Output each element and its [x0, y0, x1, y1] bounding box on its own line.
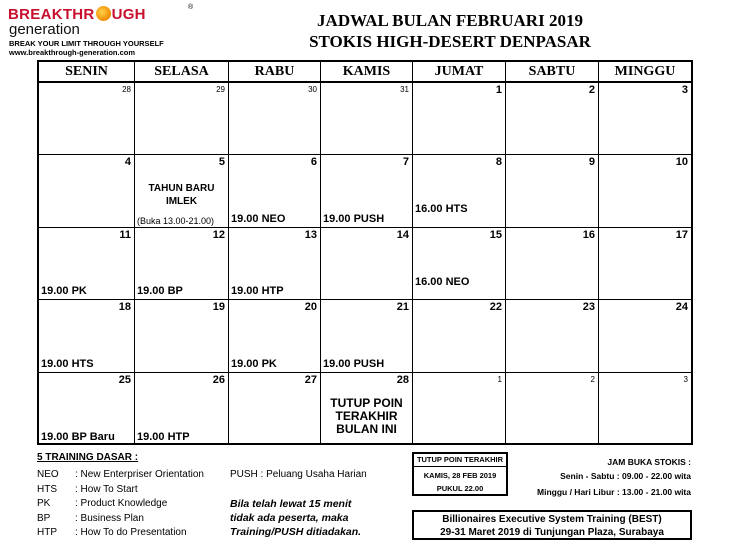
calendar-day-cell[interactable] — [321, 373, 413, 445]
closing-time: PUKUL 22.00 — [436, 484, 484, 493]
day-number: 3 — [681, 84, 688, 96]
day-number: 21 — [396, 301, 409, 314]
day-number: 24 — [675, 301, 688, 314]
day-header-1: SELASA — [135, 62, 229, 81]
day-number: 25 — [118, 373, 131, 386]
calendar-day-cell[interactable] — [135, 300, 229, 372]
calendar-day-cell[interactable] — [413, 373, 506, 445]
store-hours-title: JAM BUKA STOKIS : — [607, 457, 691, 467]
day-number: 8 — [495, 156, 502, 169]
day-number: 18 — [118, 301, 131, 314]
day-number: 2 — [590, 374, 595, 384]
website-link[interactable]: www.breakthrough-generation.com — [9, 48, 135, 57]
event-label: 19.00 HTP — [231, 285, 284, 298]
title-line-1: JADWAL BULAN FEBRUARI 2019 — [317, 11, 583, 30]
event-label: 19.00 PK — [41, 285, 87, 298]
day-number: 31 — [400, 85, 409, 94]
calendar-day-cell[interactable] — [135, 228, 229, 300]
calendar-day-cell[interactable] — [39, 228, 135, 300]
calendar-day-cell[interactable] — [39, 155, 135, 227]
day-number: 29 — [216, 85, 225, 94]
store-hours-weekday: Senin - Sabtu : 09.00 - 22.00 wita — [560, 471, 691, 481]
training-item — [37, 469, 204, 480]
day-number: 30 — [308, 85, 317, 94]
training-item — [37, 513, 144, 524]
calendar-day-cell[interactable] — [229, 155, 321, 227]
calendar-day-cell[interactable] — [413, 83, 506, 155]
calendar-day-cell[interactable] — [39, 373, 135, 445]
day-header-6: MINGGU — [614, 64, 676, 79]
training-warning — [230, 497, 361, 539]
day-number: 1 — [497, 374, 502, 384]
calendar-day-cell[interactable] — [39, 83, 135, 155]
page-title — [260, 10, 640, 52]
event-label: 19.00 PUSH — [323, 212, 385, 225]
calendar-day-cell[interactable] — [599, 155, 691, 227]
training-desc: : How To do Presentation — [75, 527, 187, 538]
closing-title: TUTUP POIN TERAKHIR — [414, 455, 506, 467]
day-number: 4 — [124, 156, 131, 169]
event-label: 16.00 NEO — [415, 275, 470, 288]
calendar-day-cell[interactable] — [135, 83, 229, 155]
event-label: 19.00 HTP — [137, 430, 190, 443]
training-code: HTP — [37, 527, 57, 538]
day-number: 9 — [588, 156, 595, 169]
calendar-day-cell[interactable] — [506, 300, 599, 372]
event-label: 19.00 PK — [231, 357, 277, 370]
closing-line: TUTUP POIN — [330, 395, 403, 410]
warning-line: Bila telah lewat 15 menit — [230, 498, 352, 510]
day-header-2: RABU — [229, 62, 321, 81]
closing-line: BULAN INI — [336, 421, 397, 436]
calendar-day-cell[interactable] — [229, 373, 321, 445]
day-number: 14 — [396, 228, 409, 241]
calendar-day-cell[interactable] — [39, 300, 135, 372]
event-label: 19.00 HTS — [41, 357, 94, 370]
calendar-day-cell[interactable] — [229, 300, 321, 372]
day-number: 28 — [396, 373, 409, 386]
day-number: 11 — [119, 228, 131, 241]
calendar-day-cell[interactable] — [321, 155, 413, 227]
day-number: 28 — [122, 85, 131, 94]
holiday-label — [135, 182, 228, 208]
calendar-day-cell[interactable] — [135, 155, 229, 227]
day-number: 12 — [212, 228, 225, 241]
registered-mark: ® — [188, 4, 194, 11]
calendar-day-cell[interactable] — [321, 300, 413, 372]
day-header-4: JUMAT — [413, 62, 506, 81]
day-number: 7 — [402, 156, 409, 169]
day-header-0: SENIN — [39, 62, 135, 81]
day-number: 1 — [495, 84, 502, 96]
training-desc: : Product Knowledge — [75, 498, 168, 509]
day-header-3: KAMIS — [321, 62, 413, 81]
event-label: 19.00 BP Baru — [41, 430, 115, 443]
best-title: Billionaires Executive System Training (BEST) — [442, 514, 662, 525]
store-hours-weekend: Minggu / Hari Libur : 13.00 - 21.00 wita — [537, 487, 691, 497]
calendar-grid — [37, 60, 693, 445]
closing-date: KAMIS, 28 FEB 2019 — [423, 471, 497, 480]
calendar-day-cell[interactable] — [413, 300, 506, 372]
day-number: 22 — [489, 301, 502, 314]
calendar-day-cell[interactable] — [599, 300, 691, 372]
brand-logo — [8, 6, 208, 58]
day-number: 26 — [212, 373, 225, 386]
event-label: 16.00 HTS — [415, 203, 468, 216]
title-line-2: STOKIS HIGH-DESERT DENPASAR — [309, 32, 591, 51]
warning-line: Training/PUSH ditiadakan. — [230, 526, 362, 538]
closing-line: TERAKHIR — [335, 408, 398, 423]
event-label: 19.00 BP — [137, 285, 183, 298]
calendar-day-cell[interactable] — [413, 228, 506, 300]
day-number: 27 — [304, 373, 317, 386]
day-number: 5 — [218, 156, 225, 169]
training-desc: : Business Plan — [75, 512, 144, 524]
event-label: 19.00 PUSH — [323, 357, 385, 370]
training-item — [37, 484, 138, 495]
logo-tagline: BREAK YOUR LIMIT THROUGH YOURSELF — [9, 39, 164, 48]
day-number: 15 — [489, 228, 502, 241]
event-label: 19.00 NEO — [231, 212, 286, 225]
day-number: 10 — [675, 156, 688, 169]
holiday-line: TAHUN BARU — [148, 183, 215, 195]
closing-info-box — [412, 452, 508, 496]
calendar-day-cell[interactable] — [229, 83, 321, 155]
calendar-day-cell[interactable] — [506, 155, 599, 227]
training-item — [37, 498, 167, 509]
training-title: 5 TRAINING DASAR : — [37, 452, 139, 463]
training-code: BP — [37, 512, 51, 524]
sun-icon — [96, 6, 111, 21]
calendar-day-cell[interactable] — [506, 228, 599, 300]
calendar-day-cell[interactable] — [413, 155, 506, 227]
training-desc: : How To Start — [75, 483, 138, 495]
day-number: 6 — [310, 156, 317, 169]
day-number: 17 — [675, 228, 688, 241]
closing-label — [321, 397, 412, 436]
warning-line: tidak ada peserta, maka — [230, 512, 349, 524]
calendar-day-cell[interactable] — [506, 83, 599, 155]
logo-wordmark: BREAKTHR UGH — [8, 6, 146, 23]
calendar-day-cell[interactable] — [599, 228, 691, 300]
calendar-day-cell[interactable] — [229, 228, 321, 300]
day-number: 23 — [582, 301, 595, 314]
day-header-5: SABTU — [506, 62, 599, 81]
day-number: 3 — [683, 374, 688, 384]
push-note: PUSH : Peluang Usaha Harian — [230, 469, 367, 480]
calendar-day-cell[interactable] — [321, 83, 413, 155]
training-code: NEO — [37, 469, 59, 480]
day-number: 20 — [304, 301, 317, 314]
calendar-day-cell[interactable] — [135, 373, 229, 445]
calendar-day-cell[interactable] — [599, 373, 691, 445]
training-code: PK — [37, 498, 51, 509]
holiday-hours: (Buka 13.00-21.00) — [137, 215, 215, 226]
calendar-day-cell[interactable] — [321, 228, 413, 300]
best-details: 29-31 Maret 2019 di Tunjungan Plaza, Surabaya — [440, 527, 664, 538]
calendar-day-cell[interactable] — [506, 373, 599, 445]
logo-subtitle: generation — [9, 21, 80, 38]
training-item — [37, 527, 187, 538]
day-number: 16 — [582, 228, 595, 241]
best-event-box — [412, 510, 692, 540]
training-desc: : New Enterpriser Orientation — [75, 469, 204, 480]
day-number: 19 — [212, 301, 225, 314]
calendar-day-cell[interactable] — [599, 83, 691, 155]
day-number: 13 — [304, 228, 317, 241]
holiday-line: IMLEK — [165, 196, 198, 208]
training-code: HTS — [37, 483, 57, 495]
day-number: 2 — [588, 84, 595, 96]
